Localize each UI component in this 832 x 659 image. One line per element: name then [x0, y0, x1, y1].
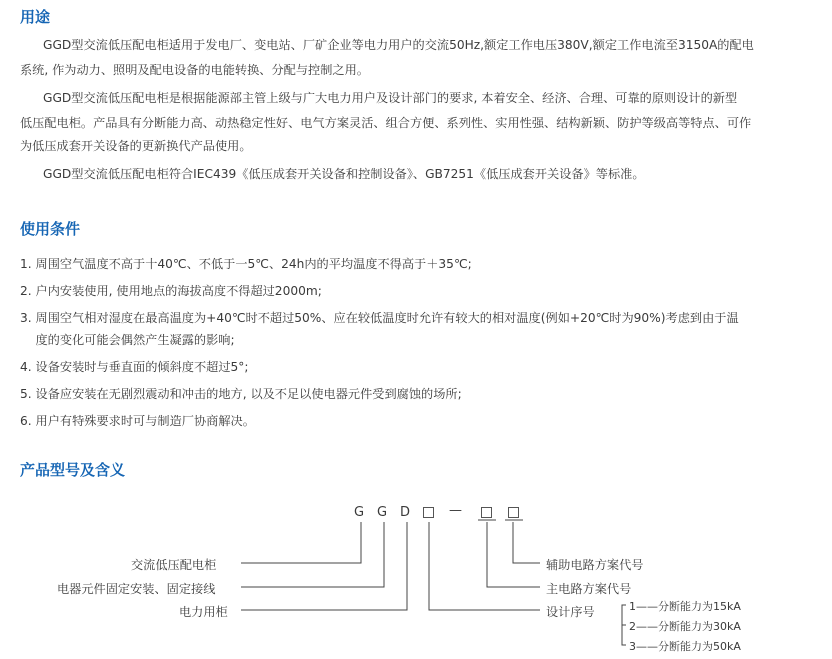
usage-paragraph-2-line-1: GGD型交流低压配电柜是根据能源部主管上级与广大电力用户及设计部门的要求, 本着安全、经济、合理、可靠的原则设计的新型 — [43, 91, 738, 105]
usage-paragraph-2-line-3: 为低压成套开关设备的更新换代产品使用。 — [20, 139, 252, 153]
condition-item: 5. 设备应安装在无剧烈震动和冲击的地方, 以及不足以使电器元件受到腐蚀的场所; — [20, 387, 462, 401]
condition-item: 2. 户内安装使用, 使用地点的海拔高度不得超过2000m; — [20, 284, 322, 298]
usage-paragraph-1-line-2: 系统, 作为动力、照明及配电设备的电能转换、分配与控制之用。 — [20, 63, 369, 77]
condition-item: 1. 周围空气温度不高于十40℃、不低于一5℃、24h内的平均温度不得高于＋35℃; — [20, 257, 472, 271]
label-fixed-install: 电器元件固定安装、固定接线 — [57, 582, 216, 596]
label-design-number: 设计序号 — [546, 605, 595, 619]
usage-paragraph-1-line-1: GGD型交流低压配电柜适用于发电厂、变电站、厂矿企业等电力用户的交流50Hz,额定工作电压380V,额定工作电流至3150A的配电 — [43, 38, 754, 52]
condition-item: 3. 周围空气相对湿度在最高温度为+40℃时不超过50%、应在较低温度时允许有较大的相对温度(例如+20℃时为90%)考虑到由于温 — [20, 311, 739, 325]
section-title-model: 产品型号及含义 — [20, 461, 126, 479]
code-letter-d: D — [400, 505, 411, 520]
section-title-conditions: 使用条件 — [20, 220, 81, 238]
label-ac-lv-cabinet: 交流低压配电柜 — [131, 558, 217, 572]
usage-paragraph-3-line-1: GGD型交流低压配电柜符合IEC439《低压成套开关设备和控制设备》、GB7251《低压成套开关设备》等标准。 — [43, 167, 645, 181]
code-dash: — — [449, 503, 462, 518]
condition-item: 6. 用户有特殊要求时可与制造厂协商解决。 — [20, 414, 255, 428]
option-30ka: 2——分断能力为30kA — [629, 620, 741, 633]
label-main-circuit: 主电路方案代号 — [546, 582, 632, 596]
condition-item: 4. 设备安装时与垂直面的倾斜度不超过5°; — [20, 360, 249, 374]
label-aux-circuit: 辅助电路方案代号 — [546, 558, 644, 572]
section-title-usage: 用途 — [20, 8, 51, 26]
usage-paragraph-2-line-2: 低压配电柜。产品具有分断能力高、动热稳定性好、电气方案灵活、组合方便、系列性、实用性强、结构新颖、防护等级高等特点、可作 — [20, 116, 752, 130]
code-letter-g1: G — [354, 505, 365, 520]
option-50ka: 3——分断能力为50kA — [629, 640, 741, 653]
label-power-cabinet: 电力用柜 — [179, 605, 228, 619]
condition-item-continuation: 度的变化可能会偶然产生凝露的影响; — [20, 333, 235, 347]
code-letter-g2: G — [377, 505, 388, 520]
option-15ka: 1——分断能力为15kA — [629, 600, 741, 613]
